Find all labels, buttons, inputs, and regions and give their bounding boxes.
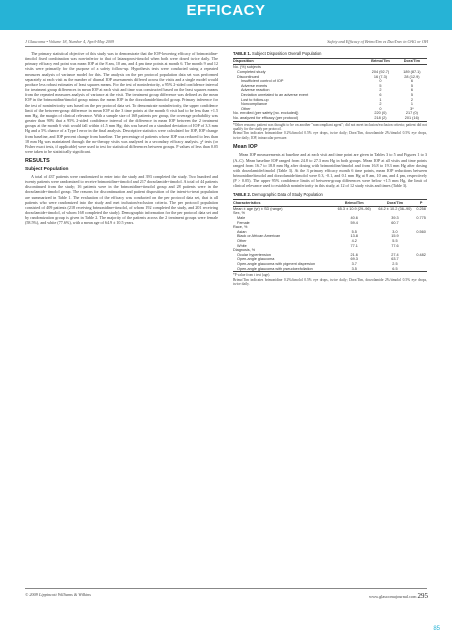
copyright: © 2009 Lippincott Williams & Wilkins (25, 592, 91, 597)
table1-cell: Lost to follow-up (241, 97, 269, 102)
table2-cell: 5.5 (351, 229, 357, 234)
table1-cell: 6 (410, 79, 413, 84)
table2-cell: 4.2 (351, 239, 357, 244)
table1-cell: Adverse reaction (241, 88, 270, 93)
running-header-right: Safety and Efficacy of BrimoTim vs DuoTrav in OAG or OH (327, 39, 428, 44)
table1-header: Brimo/Tim (364, 58, 397, 65)
results-heading: RESULTS (25, 158, 50, 165)
table2-footnote: *P value from t test (age). (233, 273, 271, 278)
subject-population-heading: Subject Population (25, 167, 69, 173)
table2-cell: 6.5 (375, 267, 416, 272)
results-paragraph: A total of 437 patients were randomized to enter into the study and 393 completed the study. Two hundred and twenty patients were randomized to receive brimonidine+timolol and 217 dorzolamide+timolol. A total of 44 patients discontinued from the study; 16 patients were in the brimonidine+timolol group and 28 patients were in the dorzolamide+timolol group. The reasons for discontinuation and patient disposition of the intent-to-treat population are summarized in Table 1. The evaluation of the efficacy was conducted on the per protocol data set, that is all patients who were randomized into the study and met inclusion/exclusion criteria. The per protocol population consisted of 409 patients (218 receiving brimonidine+timolol, of whom 192 completed the study, and 201 receiving dorzolamide+timolol, of whom 168 completed the study). Demographic information for the per protocol data set and by randomization group is given in Table 2. The majority of the patients across the 2 treatment groups were female (58.5%), and white (77.6%), with a mean age of 64.9 ± 10.5 years. (25, 173, 218, 226)
table1-footnote: *Other reasons: patient was thought to be on another "noncompliant agent"; did not meet inclusion/exclusion criteria; patient did not qualify for the study per protocol. (233, 122, 427, 131)
table2-cell: 2.5 (392, 262, 398, 266)
table1-cell: 2 (379, 88, 382, 93)
table1-row (233, 116, 427, 121)
table1-cell: 2 (410, 97, 413, 102)
table1-cell: No. enrolled (per safety [no. excluded]) (233, 111, 299, 116)
table1-cell: 1 (379, 97, 382, 102)
table2-cell: White (237, 243, 247, 248)
table1-cell: 0 (379, 106, 382, 111)
table2-cell: 3.0 (392, 229, 398, 234)
table2-cell: 40.6 (350, 216, 358, 221)
footer-rule (25, 588, 427, 589)
table1-cell: 6 (379, 93, 382, 97)
journal-page-number: 295 (417, 592, 428, 600)
table1-cell: 6 (410, 88, 413, 93)
table1-footnotes (233, 123, 427, 141)
table1-cell: Other (241, 106, 251, 111)
table2-cell: Ocular hypertension (237, 252, 271, 257)
table1-cell: 1 (410, 102, 413, 107)
table2-cell: Male (237, 216, 246, 221)
table2-cell: 60.7 (391, 220, 399, 225)
table1-caption (233, 51, 427, 56)
table1-label: TABLE 1. (233, 51, 251, 56)
table1-header: Dorz/Tim (397, 58, 427, 65)
table2-header: Brimo/Tim (334, 200, 375, 207)
table1-cell: 2 (379, 102, 382, 107)
table2-cell: Female (237, 220, 250, 225)
table2-cell: 27.4 (391, 252, 399, 257)
table2-cell: Open-angle glaucoma with pigment dispersion (237, 262, 316, 266)
table2-header: Characteristics (233, 200, 334, 207)
table2-cell: 15.9 (391, 234, 399, 239)
table1-cell: 3* (410, 106, 414, 111)
table2-footnotes (233, 273, 427, 286)
table2-caption (233, 192, 427, 197)
table2-cell: Race, % (233, 225, 248, 230)
table1-header: Disposition (233, 58, 364, 65)
table2-cell: 0.560 (416, 229, 426, 234)
table1-cell: 189 (87.1) (403, 70, 421, 75)
table2-cell: 77.6 (391, 243, 399, 248)
table2-cell: Black or African American (237, 234, 281, 239)
table1-cell: 16 (7.3) (373, 74, 387, 79)
table1-cell: 220 (0) (374, 111, 387, 116)
table1-cell: 204 (92.7) (371, 70, 390, 75)
table2-header: Dorz/Tim (375, 200, 416, 207)
table1-cell: 217 (0) (405, 111, 418, 116)
mean-iop-paragraph: Mean IOP measurements at baseline and at each visit and time point are given in Tables 3 to 5 and Figures 1 to 3 (A–C). Mean baseline IOP ranged from 24.8 to 27.3 mm Hg in both groups. Mean IOP at all visits and time points ranged from 16.7 to 18.8 mm Hg after dosing with brimonidine/timolol and from 16.8 to 19.3 mm Hg after dosing with dorzolamide/timolol (Table 3). At the 3 primary efficacy month 6 time points, mean IOP reductions between brimonidine/timolol and dorzolamide/timolol were 0.3, -0.1, and 0.1 mm Hg at 8 am, 10 am, and 4 pm, respectively (P > 0.05). The upper 95% confidence limits of between-group differences were below +1.5 mm Hg, the limit of clinical relevance used to establish noninferiority in this study, at 12 of 12 study visits and times (Table 3). (233, 152, 427, 189)
table1-cell: 5 (410, 83, 413, 88)
table2-header: P (415, 200, 427, 207)
journal-footer (369, 592, 428, 600)
table2-label: TABLE 2. (233, 192, 251, 198)
table2-cell (415, 267, 427, 272)
table2-cell: 5.5 (392, 239, 398, 244)
table2-title: Demographic Data of Study Population (252, 192, 323, 198)
right-column (233, 51, 427, 290)
section-banner (0, 0, 452, 30)
page-number: 85 (433, 626, 440, 632)
table2-cell: Asian (237, 229, 247, 234)
table2-cell: 69.3 (350, 257, 358, 262)
table2-cell: Open-angle glaucoma with pseudoexfoliation (233, 267, 334, 272)
mean-iop-heading: Mean IOP (233, 144, 258, 151)
header-rule (25, 46, 427, 47)
table1-cell: No. (%) subjects (233, 65, 261, 70)
table1-cell: Deviation unrelated to an adverse event (241, 93, 309, 97)
table2-cell: 59.4 (350, 220, 358, 225)
table2-cell: Open-angle glaucoma (237, 257, 275, 262)
table1-cell: 28 (12.9) (404, 74, 420, 79)
table2 (233, 199, 427, 272)
table2-cell: 0.258 (416, 206, 426, 211)
table2-footnote: Brimo/Tim indicates brimonidine 0.2%/timolol 0.5% eye drops, twice daily; Dorz/Tim, dorzolamide 2%/timolol 0.5% eye drops, twice daily. (233, 277, 427, 286)
table1-cell: 5 (410, 93, 413, 97)
table2-cell: 0.482 (416, 252, 426, 257)
table2-cell: 65.3 ± 10.9 (29–96) (337, 206, 371, 211)
table1-title: Subject Disposition Overall Population (252, 51, 322, 56)
table2-cell: 64.2 ± 10.2 (36–90) (378, 206, 412, 211)
table2-cell: 0.775 (416, 216, 426, 221)
table1-cell: 218 (2) (364, 116, 397, 121)
table2-cell: 3.7 (351, 262, 357, 266)
table1-cell: Adverse events (241, 83, 268, 88)
table1-cell: 0 (379, 79, 382, 84)
table2-cell: 21.6 (350, 252, 358, 257)
table2-cell: 3.5 (334, 267, 375, 272)
table2-body (233, 206, 427, 271)
table2-header-row (233, 200, 427, 207)
running-header-left: J Glaucoma • Volume 18, Number 4, April-May 2009 (25, 39, 115, 44)
table1-cell: 5 (379, 83, 382, 88)
table1-header-row (233, 58, 427, 65)
table1-cell: 201 (16) (397, 116, 427, 121)
table2-cell: Sex, % (233, 211, 246, 216)
table1-body (233, 65, 427, 121)
table1-footnote: Brimo/Tim indicates brimonidine 0.2%/timolol 0.5% eye drops, twice daily; Dorz/Tim, dorzolamide 2%/timolol 0.5% eye drops, twice daily; IOP, intraocular pressure. (233, 131, 427, 140)
left-column (25, 51, 218, 227)
table2-cell: Mean ± age (yr) ± SD (range) (233, 206, 283, 211)
banner-title: EFFICACY (186, 2, 266, 19)
table1-cell: Insufficient control of IOP (241, 79, 284, 84)
table1-cell: Discontinued (237, 74, 259, 79)
table1 (233, 58, 427, 122)
table1-cell: Completed study (237, 70, 266, 75)
table2-cell: Diagnosis, % (233, 248, 256, 253)
table2-cell: 77.1 (350, 243, 358, 248)
table2-cell: Other (237, 239, 247, 244)
table2-cell: 39.3 (391, 216, 399, 221)
journal-site: www.glaucomajournal.com (368, 594, 417, 599)
table2-cell: 13.8 (350, 234, 358, 239)
table1-cell: Noncompliance (241, 102, 268, 107)
table2-cell: 63.7 (391, 257, 399, 262)
methods-paragraph: The primary statistical objective of this study was to demonstrate that the IOP-lowering efficacy of brimonidine-timolol fixed combination was non-inferior to that of latanoprost-timolol when both were dosed twice daily. The primary efficacy end point was mean IOP at the 8 am, 10 am, and 4 pm time points at month 6. The month 9 and 12 visits were primarily for the purpose of a safety follow-up. Hypothesis tests were conducted using a repeated measures analysis of variance model for this. The analysis on the per protocol population data set was performed separately at each visit as the number of diurnal IOP assessments differed across the visits and a single model would produce less robust estimates of least squares means. For the test of noninferiority, a 95% 2-sided confidence interval for treatment group differences in mean IOP at each visit and time was constructed based on the least squares means from the repeated measures analysis of variance at the visit. The treatment group difference was defined as the mean IOP in the brimonidine/timolol group minus the mean IOP in the dorzolamide/timolol group. Primary inference for the test of noninferiority was based on the per protocol data set. To demonstrate noninferiority, the upper confidence limit of the between-group difference in mean IOP at the 3 time points at the month 6 visit had to be less than +1.5 mm Hg, the margin of clinical relevance. With a sample size of 168 patients per group, the coverage probability was greater than 90% that a 95% 2-sided confidence interval of the difference in mean IOP between the 2 treatment groups at the month 6 visit would fall within ±1.5 mm Hg; this was based on a standard deviation of IOP of 3.3 mm Hg and a 5% chance of a Type I error in the final analysis. Descriptive statistics were calculated for IOP, IOP change from baseline, and IOP percent change from baseline. The percentage of patients whose IOP was reduced to less than 18 mm Hg was maintained through the no-therapy visits was analyzed in a secondary efficacy analysis. χ² tests (or Fisher exact tests, if applicable) were used to test for statistical differences between groups. P values of less than 0.05 were taken to be statistically significant. (25, 51, 218, 154)
table1-cell: No. analyzed for efficacy (per protocol) (233, 116, 364, 121)
table2-row (233, 267, 427, 272)
